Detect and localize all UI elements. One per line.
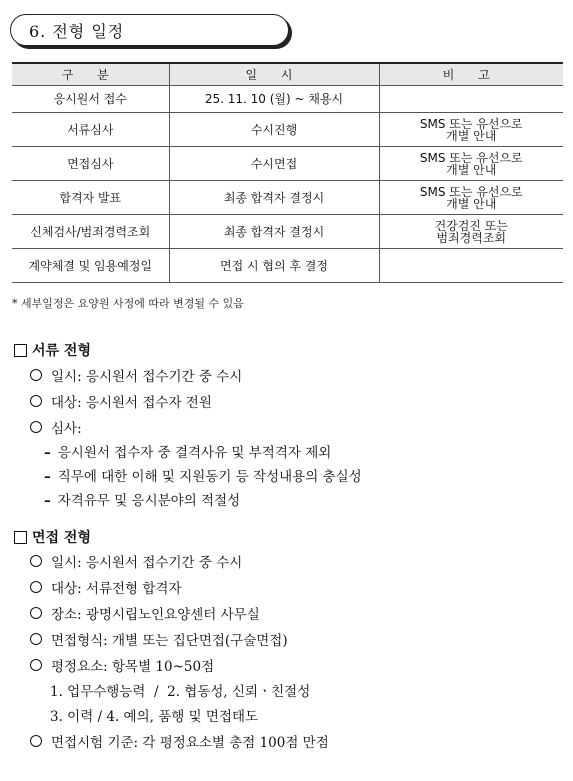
column-header-remarks: 비 고	[379, 63, 563, 86]
table-row	[12, 181, 563, 215]
list-item-text: 면접형식: 개별 또는 집단면접(구술면접)	[51, 633, 288, 649]
list-item-text: 장소: 광명시립노인요양센터 사무실	[51, 607, 260, 623]
cell-category: 면접심사	[12, 147, 169, 181]
cell-remarks	[379, 215, 563, 249]
remarks-line: 건강검진 또는	[434, 218, 508, 233]
circle-bullet-icon	[30, 555, 42, 567]
cell-category: 합격자 발표	[12, 181, 169, 215]
criteria-text: 직무에 대한 이해 및 지원동기 등 작성내용의 충실성	[57, 469, 362, 485]
cell-category: 계약체결 및 임용예정일	[12, 249, 169, 283]
list-item-text: 심사:	[51, 421, 82, 437]
cell-remarks	[379, 86, 563, 113]
list-item-text: 일시: 응시원서 접수기간 중 수시	[51, 555, 243, 571]
criteria-item	[44, 465, 362, 485]
list-item	[30, 629, 288, 649]
list-item-text: 대상: 응시원서 접수자 전원	[51, 395, 212, 411]
table-row	[12, 86, 563, 113]
list-item-text: 대상: 서류전형 합격자	[51, 581, 182, 597]
circle-bullet-icon	[30, 421, 42, 433]
circle-bullet-icon	[30, 607, 42, 619]
cell-remarks	[379, 181, 563, 215]
circle-bullet-icon	[30, 395, 42, 407]
document-screening-heading	[14, 340, 91, 360]
remarks-line: 개별 안내	[446, 162, 497, 177]
cell-datetime: 면접 시 협의 후 결정	[169, 249, 379, 283]
factor-line: 1. 업무수행능력 / 2. 협동성, 신뢰ㆍ친절성	[50, 684, 311, 700]
list-item	[30, 391, 212, 411]
cell-remarks	[379, 249, 563, 283]
checkbox-square-icon	[14, 531, 27, 544]
column-header-category: 구 분	[12, 63, 169, 86]
table-row	[12, 147, 563, 181]
cell-datetime: 최종 합격자 결정시	[169, 215, 379, 249]
circle-bullet-icon	[30, 369, 42, 381]
list-item-text: 일시: 응시원서 접수기간 중 수시	[51, 369, 243, 385]
remarks-line: SMS 또는 유선으로	[419, 184, 523, 199]
table-row	[12, 113, 563, 147]
remarks-line: 개별 안내	[446, 128, 497, 143]
circle-bullet-icon	[30, 735, 42, 747]
criteria-item	[44, 489, 240, 509]
column-header-datetime: 일 시	[169, 63, 379, 86]
list-item	[30, 731, 329, 751]
table-header-row	[12, 63, 563, 86]
list-item	[30, 577, 182, 597]
list-item	[30, 417, 82, 437]
cell-remarks	[379, 147, 563, 181]
criteria-text: 응시원서 접수자 중 결격사유 및 부적격자 제외	[57, 445, 332, 461]
circle-bullet-icon	[30, 633, 42, 645]
remarks-line: SMS 또는 유선으로	[419, 116, 523, 131]
cell-category: 응시원서 접수	[12, 86, 169, 113]
heading-text: 면접 전형	[32, 530, 91, 546]
cell-remarks	[379, 113, 563, 147]
cell-datetime: 최종 합격자 결정시	[169, 181, 379, 215]
list-item	[30, 603, 260, 623]
list-item	[30, 551, 242, 571]
table-row	[12, 215, 563, 249]
cell-datetime: 수시면접	[169, 147, 379, 181]
cell-category: 신체검사/범죄경력조회	[12, 215, 169, 249]
criteria-text: 자격유무 및 응시분야의 적절성	[57, 493, 241, 509]
cell-datetime: 수시진행	[169, 113, 379, 147]
list-item	[30, 655, 214, 675]
cell-datetime: 25. 11. 10 (월) ~ 채용시	[169, 86, 379, 113]
factor-line: 3. 이력 / 4. 예의, 품행 및 면접태도	[50, 709, 259, 725]
section-title	[10, 14, 289, 46]
cell-category: 서류심사	[12, 113, 169, 147]
dash-bullet-icon: –	[44, 445, 51, 461]
circle-bullet-icon	[30, 581, 42, 593]
list-item	[30, 365, 242, 385]
dash-bullet-icon: –	[44, 469, 51, 485]
criteria-item	[44, 441, 331, 461]
heading-text: 서류 전형	[32, 343, 91, 359]
list-item-text: 면접시험 기준: 각 평정요소별 총점 100점 만점	[51, 735, 329, 751]
remarks-line: 개별 안내	[446, 196, 497, 211]
checkbox-square-icon	[14, 344, 27, 357]
remarks-line: SMS 또는 유선으로	[419, 150, 523, 165]
dash-bullet-icon: –	[44, 493, 51, 509]
remarks-line: 범죄경력조회	[436, 230, 507, 245]
section-title-text: 6. 전형 일정	[29, 21, 125, 41]
interview-screening-heading	[14, 527, 91, 547]
schedule-note: * 세부일정은 요양원 사정에 따라 변경될 수 있음	[12, 297, 244, 310]
list-item-text: 평정요소: 항목별 10~50점	[51, 659, 215, 675]
schedule-table	[12, 62, 563, 283]
circle-bullet-icon	[30, 659, 42, 671]
table-row	[12, 249, 563, 283]
